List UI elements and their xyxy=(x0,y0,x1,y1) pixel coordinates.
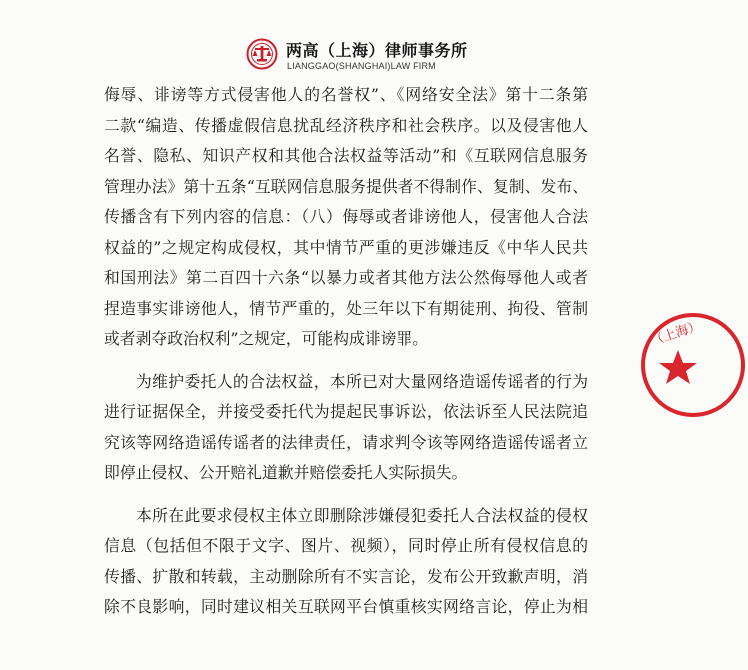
text-line: 本所在此要求侵权主体立即删除涉嫌侵犯委托人合法权益的侵权 xyxy=(136,505,588,525)
text-line: 信息（包括但不限于文字、图片、视频），同时停止所有侵权信息的 xyxy=(104,536,588,555)
text-line: 为维护委托人的合法权益，本所已对大量网络造谣传谣者的行为 xyxy=(136,371,588,391)
text-line: 除不良影响，同时建议相关互联网平台慎重核实网络言论，停止为相 xyxy=(104,597,588,616)
paragraph-3 xyxy=(104,501,588,623)
text-line: 进行证据保全，并接受委托代为提起民事诉讼，依法诉至人民法院追 xyxy=(104,402,588,421)
red-star-seal-icon xyxy=(638,310,748,420)
text-line: 名誉、隐私、知识产权和其他合法权益等活动”和《互联网信息服务 xyxy=(104,146,588,165)
text-line: 权益的”之规定构成侵权，其中情节严重的更涉嫌违反《中华人民共 xyxy=(104,237,588,257)
text-line: 传播含有下列内容的信息：（八）侮辱或者诽谤他人，侵害他人合法 xyxy=(104,207,588,226)
stamp-text: （上海） xyxy=(648,318,704,349)
law-firm-seal-logo-icon xyxy=(246,38,278,70)
paragraph-1 xyxy=(104,80,588,355)
letterhead xyxy=(0,30,690,78)
text-line: 究该等网络造谣传谣者的法律责任，请求判令该等网络造谣传谣者立 xyxy=(104,432,588,452)
text-line: 捏造事实诽谤他人，情节严重的，处三年以下有期徒刑、拘役、管制 xyxy=(104,298,588,318)
text-line: 二款“编造、传播虚假信息扰乱经济秩序和社会秩序。以及侵害他人 xyxy=(104,115,588,135)
text-line: 即停止侵权、公开赔礼道歉并赔偿委托人实际损失。 xyxy=(104,463,468,482)
paragraph-2 xyxy=(104,367,588,489)
text-line: 传播、扩散和转载，主动删除所有不实言论，发布公开致歉声明，消 xyxy=(104,566,588,586)
text-line: 管理办法》第十五条“互联网信息服务提供者不得制作、复制、发布、 xyxy=(104,176,588,196)
text-line: 侮辱、诽谤等方式侵害他人的名誉权”、《网络安全法》第十二条第 xyxy=(104,85,588,104)
text-line: 和国刑法》第二百四十六条“以暴力或者其他方法公然侮辱他人或者 xyxy=(104,268,588,287)
firm-name-english: LIANGGAO(SHANGHAI)LAW FIRM xyxy=(287,61,436,71)
text-line: 或者剥夺政治权利”之规定，可能构成诽谤罪。 xyxy=(104,329,429,348)
firm-name-chinese: 两高（上海）律师事务所 xyxy=(286,41,468,60)
letter-body xyxy=(104,80,588,623)
